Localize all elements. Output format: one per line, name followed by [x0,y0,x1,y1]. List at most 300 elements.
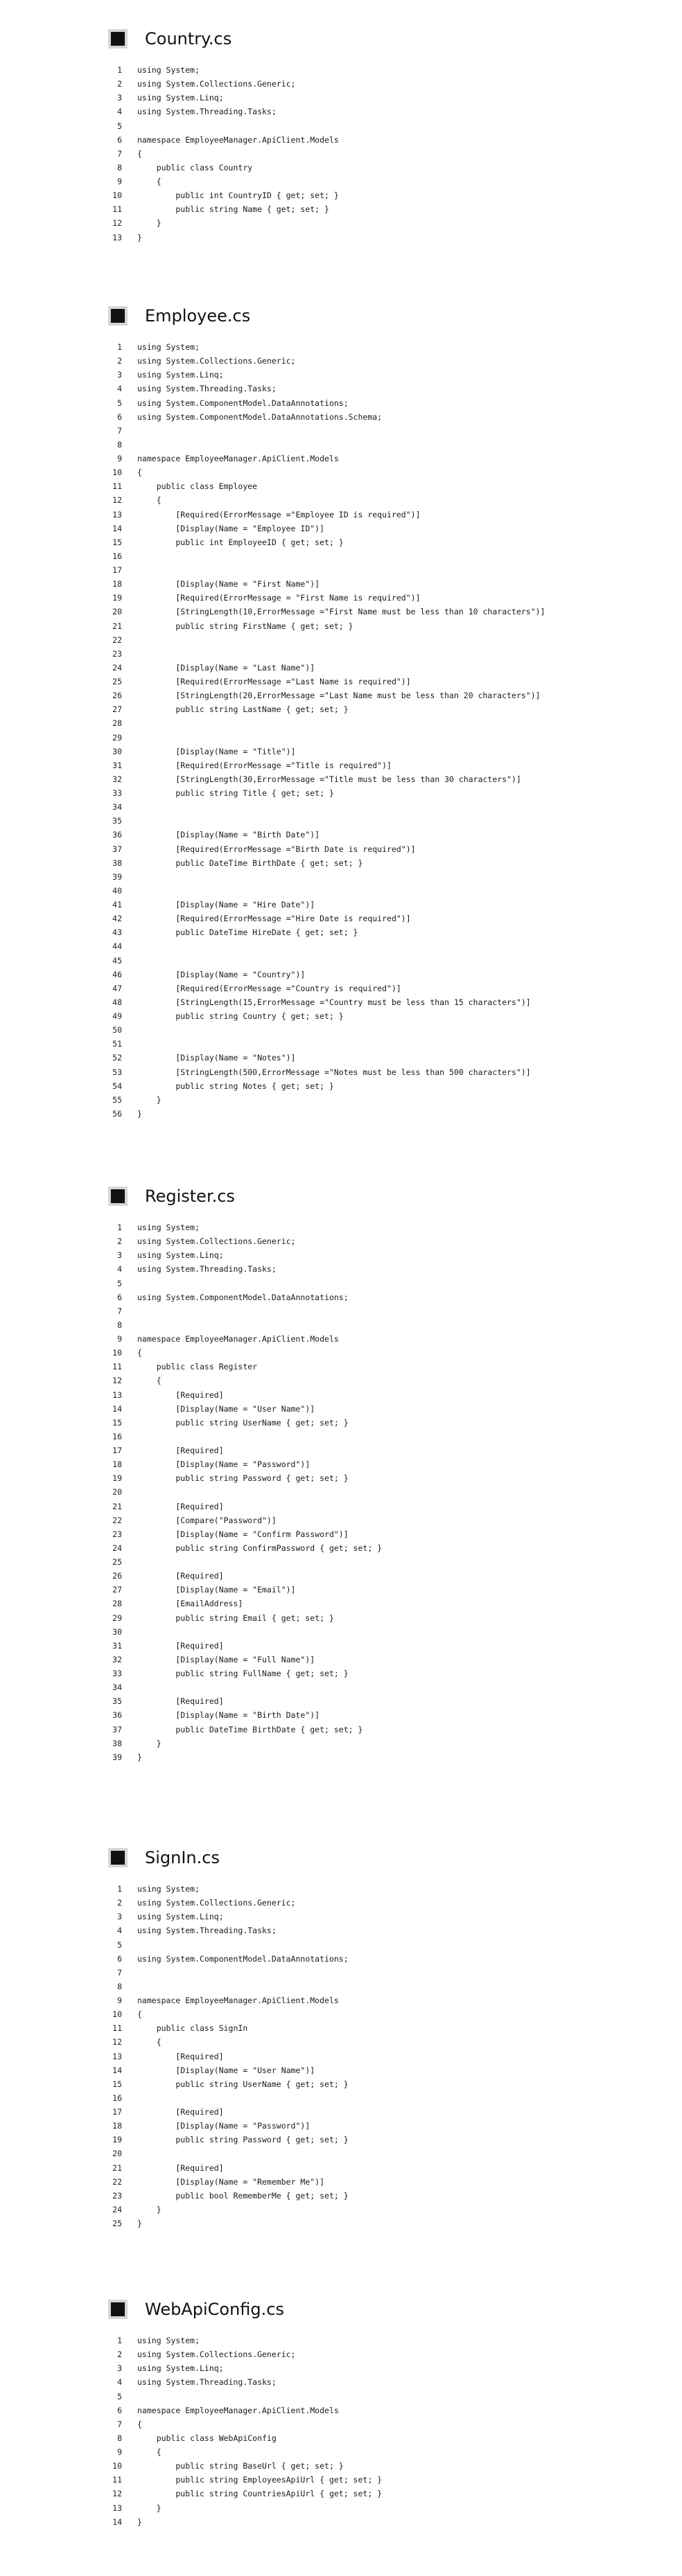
code-line [0,133,682,147]
line-number: 10 [112,190,122,201]
line-number: 39 [112,1752,122,1762]
code-line [0,1500,682,1513]
line-number: 9 [117,1996,122,2005]
line-text: using System; [137,1884,200,1894]
code-line [0,563,682,577]
line-number: 10 [112,2461,122,2471]
line-number: 43 [112,927,122,938]
file-title: Employee.cs [145,306,251,326]
code-line [0,1952,682,1966]
line-number: 13 [112,2051,122,2061]
line-number: 13 [112,1389,122,1400]
line-number: 9 [117,2447,122,2457]
line-number: 40 [112,885,122,896]
line-number: 16 [112,1431,122,1441]
code-line [0,508,682,522]
line-number: 8 [117,1320,122,1330]
code-line [0,1374,682,1387]
code-line [0,968,682,981]
line-number: 33 [112,788,122,798]
code-line [0,1527,682,1541]
code-line [0,396,682,410]
line-text: { [137,468,142,478]
line-number: 11 [112,2023,122,2034]
line-text: namespace EmployeeManager.ApiClient.Models [137,134,339,145]
code-line [0,800,682,814]
code-line [0,2473,682,2487]
code-line [0,216,682,230]
line-number: 18 [112,579,122,589]
file-header [108,25,231,53]
line-number: 11 [112,204,122,215]
code-line [0,1009,682,1023]
line-text: public string Country { get; set; } [137,1011,344,1021]
line-text: { [137,2447,161,2457]
code-line [0,2445,682,2459]
line-text: using System.Collections.Generic; [137,1236,296,1247]
line-text: [Required] [137,2051,224,2061]
line-text: { [137,2037,161,2048]
line-number: 5 [117,2391,122,2401]
line-number: 5 [117,398,122,408]
code-line [0,2189,682,2203]
line-number: 7 [117,2419,122,2429]
line-text: [Display(Name = "Password")] [137,1459,311,1470]
line-text: using System.Linq; [137,1250,224,1261]
line-number: 15 [112,1417,122,1428]
line-text: [Required(ErrorMessage ="Birth Date is required")] [137,844,416,854]
line-text: [Required] [137,1696,224,1707]
line-text: public bool RememberMe { get; set; } [137,2190,349,2201]
code-line [0,1318,682,1332]
line-text: public string Title { get; set; } [137,788,334,798]
line-text: using System.Collections.Generic; [137,356,296,366]
code-line [0,1882,682,1896]
line-number: 6 [117,411,122,422]
line-number: 9 [117,454,122,463]
code-line [0,1471,682,1485]
code-line [0,1079,682,1093]
line-number: 26 [112,1571,122,1581]
line-number: 2 [117,2350,122,2360]
line-text: [Display(Name = "Title")] [137,746,296,756]
code-line [0,772,682,786]
file-header [108,1182,235,1210]
code-line [0,1993,682,2007]
line-number: 4 [117,1926,122,1936]
line-text: [EmailAddress] [137,1599,243,1609]
code-line [0,2007,682,2021]
line-text: } [137,1108,142,1119]
line-number: 46 [112,969,122,979]
code-line [0,1513,682,1527]
code-line [0,2217,682,2230]
code-line [0,716,682,730]
line-text: { [137,495,161,506]
line-number: 14 [112,2065,122,2075]
line-number: 7 [117,148,122,159]
code-line [0,161,682,175]
code-line [0,1750,682,1764]
line-text: using System.Collections.Generic; [137,2350,296,2360]
line-text: { [137,1348,142,1358]
line-number: 25 [112,677,122,686]
line-text: } [137,1752,142,1762]
file-title: Country.cs [145,29,232,48]
line-number: 2 [117,79,122,89]
line-number: 44 [112,941,122,952]
line-number: 39 [112,871,122,882]
line-number: 37 [112,844,122,854]
code-line [0,647,682,661]
line-number: 12 [112,218,122,229]
line-text: public string Password { get; set; } [137,1473,349,1484]
line-text: [Required(ErrorMessage ="Country is required")] [137,983,401,993]
line-number: 23 [112,648,122,659]
code-line [0,619,682,633]
line-number: 45 [112,955,122,966]
code-line [0,2404,682,2417]
line-text: namespace EmployeeManager.ApiClient.Models [137,1334,339,1344]
line-number: 21 [112,621,122,631]
file-icon [108,1187,128,1206]
code-line [0,1639,682,1653]
line-text: } [137,2503,161,2513]
code-line [0,1107,682,1121]
line-number: 16 [112,2093,122,2103]
line-text: [Display(Name = "First Name")] [137,579,320,589]
line-number: 20 [112,607,122,617]
line-text: [Display(Name = "Confirm Password")] [137,1529,349,1539]
line-number: 6 [117,1292,122,1302]
code-line [0,368,682,382]
line-text: [StringLength(10,ErrorMessage ="First Name must be less than 10 characters")] [137,607,545,617]
code-line [0,1360,682,1374]
code-line [0,1402,682,1416]
code-block [0,63,682,245]
line-text: using System; [137,1223,200,1232]
line-number: 3 [117,2363,122,2374]
line-number: 26 [112,691,122,701]
line-text: public class Employee [137,481,258,492]
line-number: 18 [112,1459,122,1470]
code-line [0,661,682,675]
code-line [0,354,682,368]
code-line [0,2487,682,2501]
line-text: [StringLength(30,ErrorMessage ="Title must be less than 30 characters")] [137,774,521,784]
code-line [0,1555,682,1569]
line-text: public string LastName { get; set; } [137,704,349,715]
line-number: 47 [112,983,122,993]
line-number: 20 [112,2149,122,2159]
line-number: 2 [117,1898,122,1908]
line-number: 22 [112,2176,122,2187]
line-text: using System.Linq; [137,93,224,103]
line-number: 8 [117,2433,122,2443]
line-text: [StringLength(500,ErrorMessage ="Notes must be less than 500 characters")] [137,1067,531,1077]
code-line [0,1966,682,1980]
line-text: using System.Threading.Tasks; [137,1926,277,1936]
line-text: [Required] [137,2162,224,2173]
code-line [0,758,682,772]
line-number: 7 [117,1967,122,1978]
line-number: 55 [112,1094,122,1105]
line-text: using System.ComponentModel.DataAnnotations.Schema; [137,411,383,422]
line-text: public string Name { get; set; } [137,204,329,215]
line-text: [Display(Name = "Hire Date")] [137,900,315,909]
line-text: { [137,177,161,186]
line-text: using System.Threading.Tasks; [137,107,277,117]
line-number: 11 [112,481,122,492]
code-line [0,410,682,424]
code-line [0,2390,682,2404]
code-line [0,1485,682,1499]
line-text: public string UserName { get; set; } [137,1417,349,1428]
code-line [0,91,682,105]
line-number: 3 [117,370,122,380]
line-number: 35 [112,816,122,826]
line-number: 13 [112,2503,122,2513]
code-line [0,828,682,842]
file-header [108,1844,220,1872]
line-number: 29 [112,732,122,743]
code-line [0,675,682,689]
line-text: using System.ComponentModel.DataAnnotations; [137,1953,349,1964]
code-line [0,1037,682,1051]
code-block [0,2334,682,2529]
code-line [0,939,682,953]
line-text: public string ConfirmPassword { get; set; } [137,1543,383,1553]
line-number: 5 [117,1939,122,1950]
line-number: 19 [112,1473,122,1484]
code-line [0,175,682,188]
line-number: 4 [117,2377,122,2388]
line-number: 35 [112,1696,122,1707]
code-line [0,2091,682,2105]
line-text: public class Country [137,162,253,172]
line-number: 17 [112,2107,122,2117]
line-number: 32 [112,1654,122,1664]
line-number: 18 [112,2121,122,2131]
code-line [0,2515,682,2529]
line-text: using System; [137,65,200,75]
line-text: [StringLength(15,ErrorMessage ="Country must be less than 15 characters")] [137,997,531,1007]
code-block [0,340,682,1121]
code-line [0,577,682,591]
line-number: 11 [112,2475,122,2485]
code-line [0,231,682,245]
line-text: public string Email { get; set; } [137,1613,334,1623]
line-text: public DateTime HireDate { get; set; } [137,927,358,938]
code-line [0,522,682,535]
line-text: using System; [137,2336,200,2345]
line-number: 21 [112,1501,122,1511]
code-line [0,2417,682,2431]
line-number: 4 [117,107,122,117]
code-line [0,188,682,202]
line-number: 12 [112,2037,122,2048]
code-line [0,2175,682,2189]
line-number: 22 [112,1515,122,1525]
line-text: namespace EmployeeManager.ApiClient.Models [137,454,339,463]
line-text: } [137,218,161,229]
file-title: SignIn.cs [145,1848,220,1867]
code-line [0,981,682,995]
code-line [0,2077,682,2091]
line-text: } [137,1094,161,1105]
line-number: 38 [112,858,122,868]
code-line [0,591,682,605]
line-number: 10 [112,2009,122,2020]
line-number: 19 [112,593,122,603]
file-icon [108,2300,128,2319]
line-text: [Required(ErrorMessage = "First Name is required")] [137,593,421,603]
code-line [0,995,682,1009]
line-number: 1 [117,1223,122,1232]
line-number: 34 [112,802,122,812]
code-line [0,1625,682,1639]
file-header [108,302,250,330]
line-text: [Display(Name = "Country")] [137,969,306,979]
line-text: using System; [137,342,200,352]
code-line [0,842,682,856]
code-line [0,2063,682,2077]
code-line [0,745,682,758]
code-line [0,1667,682,1680]
code-line [0,2459,682,2473]
code-line [0,814,682,828]
line-text: using System.Linq; [137,370,224,380]
code-line [0,202,682,216]
line-text: [Required(ErrorMessage ="Title is required")] [137,760,392,770]
code-line [0,633,682,647]
code-line [0,605,682,619]
code-line [0,340,682,354]
line-number: 27 [112,704,122,715]
line-text: [Display(Name = "Password")] [137,2121,311,2131]
line-number: 14 [112,523,122,533]
code-line [0,77,682,91]
line-number: 1 [117,65,122,75]
code-line [0,1290,682,1304]
line-number: 36 [112,1710,122,1721]
code-line [0,63,682,77]
code-line [0,1051,682,1065]
line-number: 15 [112,537,122,547]
line-number: 5 [117,1278,122,1288]
code-line [0,1248,682,1262]
line-text: [Display(Name = "Notes")] [137,1053,296,1063]
line-text: using System.Threading.Tasks; [137,2377,277,2388]
code-line [0,1938,682,1952]
line-number: 14 [112,1403,122,1414]
line-number: 7 [117,1306,122,1316]
code-line [0,535,682,549]
file-icon [108,306,128,326]
line-number: 17 [112,1446,122,1455]
line-number: 42 [112,914,122,924]
code-line [0,1896,682,1910]
code-line [0,1262,682,1276]
line-number: 8 [117,162,122,172]
code-line [0,1430,682,1444]
code-line [0,2035,682,2049]
line-number: 50 [112,1025,122,1036]
line-text: [Display(Name = "User Name")] [137,2065,315,2075]
code-line [0,119,682,133]
code-line [0,1723,682,1736]
code-line [0,2133,682,2147]
code-line [0,1694,682,1708]
line-text: [Compare("Password")] [137,1515,277,1525]
line-text: public class SignIn [137,2023,248,2034]
line-text: using System.Collections.Generic; [137,1898,296,1908]
line-text: public string Notes { get; set; } [137,1081,334,1091]
line-text: using System.Collections.Generic; [137,79,296,89]
line-number: 41 [112,900,122,909]
code-line [0,2334,682,2347]
line-number: 9 [117,1334,122,1344]
line-text: public string CountriesApiUrl { get; set; } [137,2489,383,2499]
line-number: 1 [117,1884,122,1894]
code-line [0,1457,682,1471]
line-text: [Required] [137,1501,224,1511]
line-text: [Display(Name = "Email")] [137,1585,296,1595]
file-icon [108,1848,128,1867]
line-number: 10 [112,468,122,478]
code-line [0,493,682,507]
code-line [0,1346,682,1360]
line-number: 30 [112,746,122,756]
code-line [0,1541,682,1555]
code-line [0,702,682,716]
code-line [0,2105,682,2119]
line-number: 29 [112,1613,122,1623]
line-text: [Required] [137,1571,224,1581]
code-line [0,1277,682,1290]
line-number: 33 [112,1669,122,1678]
line-text: public class WebApiConfig [137,2433,277,2443]
line-text: public int EmployeeID { get; set; } [137,537,344,547]
line-text: [Required(ErrorMessage ="Last Name is required")] [137,677,411,686]
line-number: 24 [112,1543,122,1553]
code-line [0,382,682,396]
line-text: [Display(Name = "Birth Date")] [137,1710,320,1721]
code-line [0,2431,682,2445]
line-number: 49 [112,1011,122,1021]
line-text: } [137,2219,142,2228]
line-text: namespace EmployeeManager.ApiClient.Models [137,2405,339,2415]
code-line [0,424,682,438]
code-line [0,452,682,465]
code-line [0,1597,682,1610]
code-line [0,2203,682,2217]
line-number: 28 [112,1599,122,1609]
line-number: 4 [117,384,122,394]
code-line [0,2361,682,2375]
line-text: using System.ComponentModel.DataAnnotations; [137,398,349,408]
line-number: 38 [112,1738,122,1748]
line-number: 10 [112,1348,122,1358]
code-line [0,2021,682,2035]
code-line [0,954,682,968]
line-number: 6 [117,1953,122,1964]
code-line [0,2161,682,2175]
line-text: public string FirstName { get; set; } [137,621,353,631]
code-line [0,1065,682,1079]
code-line [0,147,682,161]
line-number: 15 [112,2079,122,2089]
